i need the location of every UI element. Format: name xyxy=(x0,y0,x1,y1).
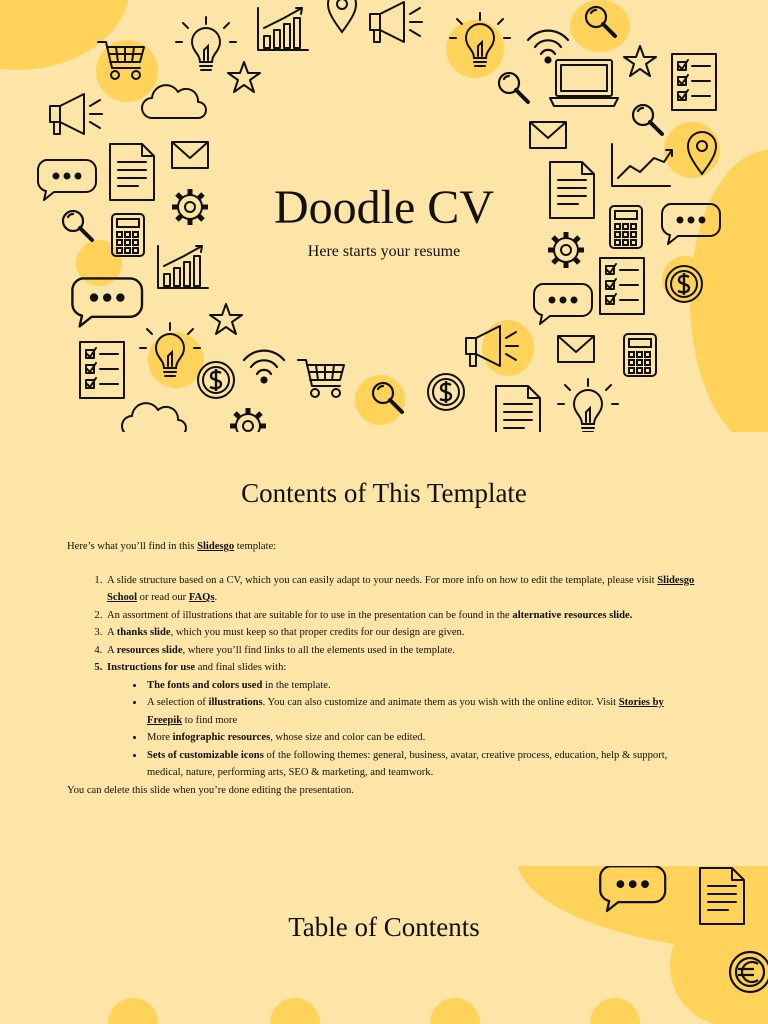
gear-icon xyxy=(228,406,268,432)
shopping-cart-icon xyxy=(296,356,356,406)
contents-list xyxy=(67,572,697,782)
lightbulb-icon xyxy=(566,386,616,432)
wifi-icon xyxy=(242,348,288,386)
list-item: 1. A slide structure based on a CV, which you can easily adapt to your needs. For more info on how to edit the template, please visit Slidesgo School or read our FAQs. xyxy=(105,572,697,607)
envelope-icon xyxy=(556,334,596,364)
magnifier-icon xyxy=(630,102,666,138)
dollar-coin-icon xyxy=(196,360,236,400)
sub-list-item: • The fonts and colors used in the template. xyxy=(145,677,697,695)
star-icon xyxy=(622,44,658,80)
slidesgo-link[interactable]: Slidesgo xyxy=(197,541,235,552)
cover-title: Doodle CV xyxy=(274,181,494,234)
envelope-icon xyxy=(170,140,210,170)
contents-intro: Here’s what you’ll find in this Slidesgo template: xyxy=(67,541,277,552)
lightbulb-icon xyxy=(148,330,198,384)
envelope-icon xyxy=(528,120,568,150)
magnifier-icon xyxy=(583,4,619,40)
faqs-link[interactable]: FAQs xyxy=(188,592,215,603)
calculator-icon xyxy=(622,332,658,378)
speech-bubble-icon xyxy=(70,276,146,328)
sub-list-item: • Sets of customizable icons of the following themes: general, business, avatar, creative process, education, help & support, medical, nature, performing arts, SEO & marketing, and teamwork. xyxy=(145,747,697,782)
checklist-icon xyxy=(78,340,126,400)
star-icon xyxy=(208,302,244,338)
bar-chart-icon xyxy=(256,6,314,56)
contents-title: Contents of This Template xyxy=(241,478,527,508)
megaphone-icon xyxy=(48,92,106,138)
sub-list-item: • A selection of illustrations. You can also customize and animate them as you wish with the online editor. Visit Stories by Freepik to find more xyxy=(145,694,697,729)
cover-subtitle: Here starts your resume xyxy=(307,243,461,260)
euro-coin-icon xyxy=(728,950,768,996)
document-icon xyxy=(494,384,542,432)
toc-title: Table of Contents xyxy=(288,912,480,942)
contents-outro: You can delete this slide when you’re done editing the presentation. xyxy=(67,784,354,796)
cloud-icon xyxy=(142,82,208,122)
cover-slide xyxy=(0,0,768,432)
megaphone-icon xyxy=(464,324,522,370)
magnifier-icon xyxy=(496,70,532,106)
map-pin-icon xyxy=(326,0,360,36)
list-item: 2. An assortment of illustrations that are suitable for to use in the presentation can be found in the alternative resources slide. xyxy=(105,607,697,625)
contents-slide xyxy=(0,432,768,866)
dollar-coin-icon xyxy=(426,372,466,412)
dollar-coin-icon xyxy=(664,264,704,304)
speech-bubble-icon xyxy=(532,282,594,326)
list-item: 4. A resources slide, where you’ll find links to all the elements used in the template. xyxy=(105,642,697,660)
checklist-icon xyxy=(598,256,646,316)
toc-slide xyxy=(0,866,768,1024)
sub-list xyxy=(107,677,697,782)
stories-by-freepik-link[interactable]: Stories by Freepik xyxy=(147,697,664,726)
megaphone-icon xyxy=(368,0,426,46)
contents-body xyxy=(67,538,697,799)
cloud-icon xyxy=(122,400,188,432)
map-pin-icon xyxy=(686,130,720,178)
star-icon xyxy=(226,60,262,96)
shopping-cart-icon xyxy=(96,38,156,88)
list-item: 5. Instructions for use and final slides with: • The fonts and colors used in the template. • A selection of illustrations. You can also customize and animate them as you wish with the online editor. Visit Stories by Freepik to find more • More infographic resources, whose size and color can be edited. • Sets of customizable icons of the following themes: general, business, avatar, creative process, education, help & support, medical, nature, performing arts, SEO & marketing, and teamwork. xyxy=(105,659,697,782)
list-item: 3. A thanks slide, which you must keep so that proper credits for our design are given. xyxy=(105,624,697,642)
slidesgo-school-link[interactable]: Slidesgo School xyxy=(107,574,695,603)
laptop-icon xyxy=(548,58,622,108)
magnifier-icon xyxy=(370,380,406,416)
speech-bubble-icon xyxy=(598,866,668,912)
checklist-icon xyxy=(670,52,718,112)
lightbulb-icon xyxy=(458,20,508,74)
sub-list-item: • More infographic resources, whose size and color can be edited. xyxy=(145,729,697,747)
